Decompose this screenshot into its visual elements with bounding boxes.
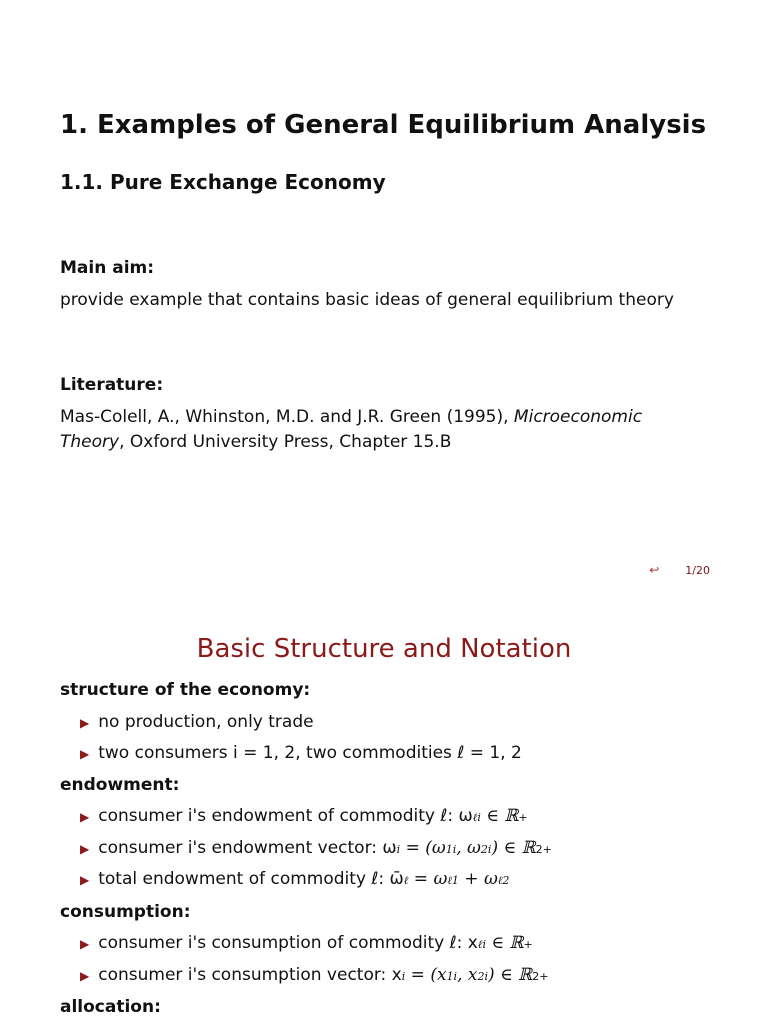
- list-item: ▶ two consumers i = 1, 2, two commodities ℓ = 1, 2: [80, 743, 522, 763]
- section-allocation: allocation:: [60, 997, 161, 1017]
- slide-2: [0, 600, 768, 1024]
- literature-publisher: , Oxford University Press, Chapter 15.B: [119, 432, 452, 452]
- bullet-triangle-icon: ▶: [80, 937, 90, 951]
- page-number: 1/20: [685, 563, 710, 577]
- section-consumption: consumption:: [60, 902, 191, 922]
- section-endowment: endowment:: [60, 775, 180, 795]
- list-item: ▶ consumer i's endowment vector: ω i = (ω 1i , ω 2i ) ∈ ℝ 2 +: [80, 838, 552, 858]
- bullet-triangle-icon: ▶: [80, 842, 90, 856]
- main-aim-text: provide example that contains basic ideas of general equilibrium theory: [60, 290, 674, 310]
- return-arrow-icon[interactable]: ↩: [649, 563, 660, 577]
- literature-book-title-1: Microeconomic: [513, 407, 643, 427]
- page-title: 1. Examples of General Equilibrium Analysis: [60, 110, 707, 140]
- section-structure: structure of the economy:: [60, 680, 311, 700]
- literature-text: [60, 405, 720, 455]
- main-aim-label: Main aim:: [60, 258, 155, 278]
- section-subtitle: 1.1. Pure Exchange Economy: [60, 170, 386, 194]
- list-item: ▶ consumer i's consumption of commodity ℓ: x ℓi ∈ ℝ +: [80, 933, 533, 953]
- list-item: ▶ consumer i's endowment of commodity ℓ: ω ℓi ∈ ℝ +: [80, 806, 528, 826]
- bullet-triangle-icon: ▶: [80, 873, 90, 887]
- frame-title: Basic Structure and Notation: [196, 634, 572, 664]
- list-item: ▶ no production, only trade: [80, 712, 314, 732]
- list-item: ▶ total endowment of commodity ℓ: ω̄ ℓ = ω ℓ1 + ω ℓ2: [80, 869, 510, 889]
- bullet-triangle-icon: ▶: [80, 716, 90, 730]
- bullet-triangle-icon: ▶: [80, 747, 90, 761]
- bullet-triangle-icon: ▶: [80, 810, 90, 824]
- slide-footer: [649, 563, 710, 577]
- literature-authors: Mas-Colell, A., Whinston, M.D. and J.R. Green (1995),: [60, 407, 514, 427]
- list-item: ▶ consumer i's consumption vector: x i = (x 1i , x 2i ) ∈ ℝ 2 +: [80, 965, 549, 985]
- literature-label: Literature:: [60, 375, 164, 395]
- literature-book-title-2: Theory: [60, 432, 120, 452]
- bullet-triangle-icon: ▶: [80, 969, 90, 983]
